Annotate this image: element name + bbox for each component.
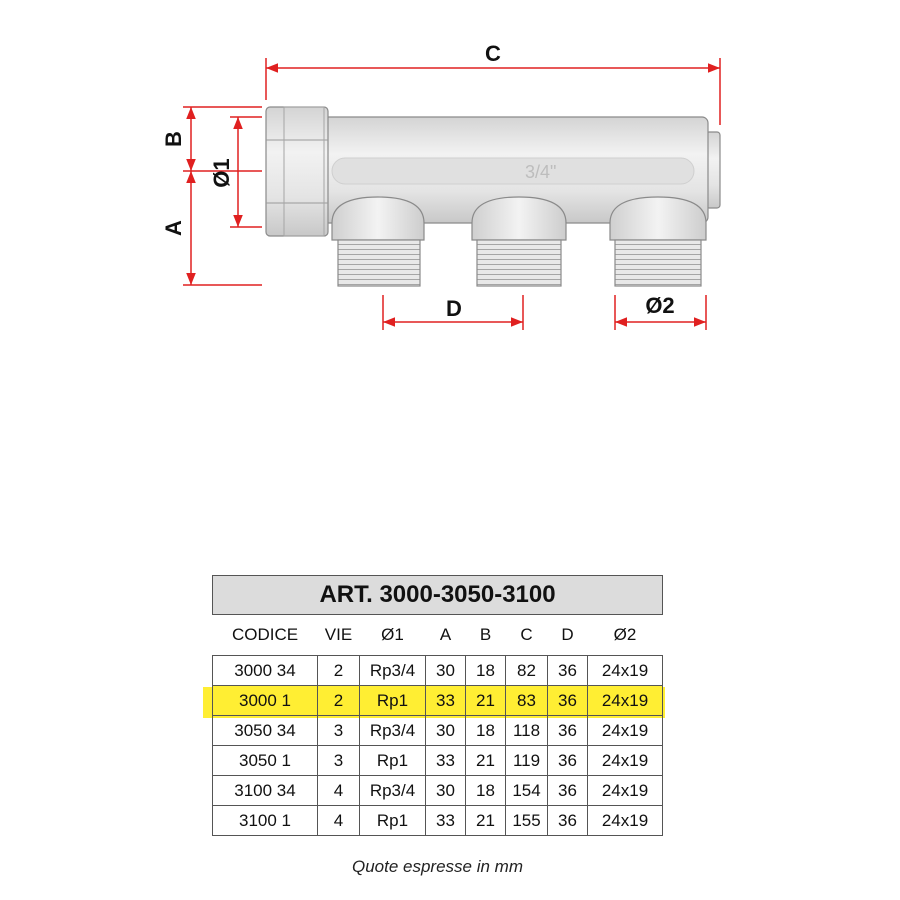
table-cell: 3100 1	[213, 806, 318, 836]
table-cell: 24x19	[588, 656, 663, 686]
table-header-row	[213, 615, 663, 656]
table-cell: Rp3/4	[360, 656, 426, 686]
table-cell: 3	[318, 716, 360, 746]
dim-label-b: B	[161, 131, 186, 147]
table-cell: 24x19	[588, 806, 663, 836]
table-cell: Rp1	[360, 746, 426, 776]
table-cell: Rp1	[360, 806, 426, 836]
table-cell: 24x19	[588, 686, 663, 716]
header-d: D	[561, 625, 574, 644]
table-cell: 3	[318, 746, 360, 776]
table-cell: 36	[548, 776, 588, 806]
table-cell: Rp3/4	[360, 716, 426, 746]
table-cell: 2	[318, 656, 360, 686]
table-cell: 3100 34	[213, 776, 318, 806]
table-cell: 33	[426, 746, 466, 776]
table-cell: 83	[506, 686, 548, 716]
header-c: C	[520, 625, 533, 644]
spec-table	[212, 575, 663, 836]
table-row	[213, 776, 663, 806]
dim-label-o1: Ø1	[209, 158, 234, 188]
table-cell: 30	[426, 776, 466, 806]
table-cell: 3050 34	[213, 716, 318, 746]
dim-label-o2: Ø2	[645, 293, 675, 318]
header-o2: Ø2	[613, 625, 637, 644]
table-cell: Rp1	[360, 686, 426, 716]
table-cell: 36	[548, 656, 588, 686]
table-row	[213, 686, 663, 716]
table-cell: 33	[426, 686, 466, 716]
table-cell: 18	[466, 776, 506, 806]
dim-label-a: A	[161, 220, 186, 236]
manifold-diagram	[0, 0, 900, 360]
table-cell: 21	[466, 746, 506, 776]
table-cell: 3000 1	[213, 686, 318, 716]
table-cell: 21	[466, 686, 506, 716]
table-cell: 18	[466, 656, 506, 686]
table-cell: 2	[318, 686, 360, 716]
table-cell: 119	[506, 746, 548, 776]
table-cell: 36	[548, 686, 588, 716]
table-cell: Rp3/4	[360, 776, 426, 806]
footnote: Quote espresse in mm	[351, 857, 523, 876]
table-cell: 36	[548, 806, 588, 836]
table-cell: 30	[426, 656, 466, 686]
hex-nut	[266, 107, 328, 236]
header-a: A	[439, 625, 452, 644]
header-b: B	[479, 625, 492, 644]
table-cell: 3050 1	[213, 746, 318, 776]
outlet-3	[610, 197, 706, 286]
header-o1: Ø1	[381, 625, 404, 644]
body-marking: 3/4"	[525, 162, 557, 182]
table-cell: 82	[506, 656, 548, 686]
table-cell: 4	[318, 776, 360, 806]
table-cell: 18	[466, 716, 506, 746]
table-row	[213, 746, 663, 776]
table-cell: 155	[506, 806, 548, 836]
dim-label-c: C	[485, 41, 501, 66]
table-cell: 33	[426, 806, 466, 836]
table-cell: 24x19	[588, 746, 663, 776]
outlet-1	[332, 197, 424, 286]
table-row	[213, 716, 663, 746]
header-codice: CODICE	[231, 625, 299, 644]
table-cell: 36	[548, 716, 588, 746]
table-title: ART. 3000-3050-3100	[213, 576, 663, 615]
table-cell: 154	[506, 776, 548, 806]
manifold-body	[266, 107, 720, 286]
table-cell: 30	[426, 716, 466, 746]
header-vie: VIE	[324, 625, 353, 644]
table-cell: 118	[506, 716, 548, 746]
dim-label-d: D	[446, 296, 462, 321]
table-row	[213, 656, 663, 686]
table-cell: 3000 34	[213, 656, 318, 686]
table-cell: 24x19	[588, 776, 663, 806]
table-cell: 21	[466, 806, 506, 836]
table-cell: 24x19	[588, 716, 663, 746]
table-cell: 36	[548, 746, 588, 776]
table-row	[213, 806, 663, 836]
table-cell: 4	[318, 806, 360, 836]
outlet-2	[472, 197, 566, 286]
